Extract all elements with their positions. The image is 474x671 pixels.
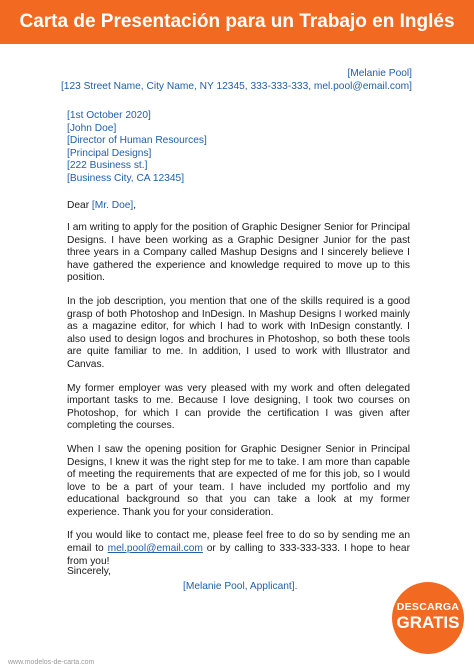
website-url: www.modelos-de-carta.com [8, 659, 95, 666]
recipient-title: [Director of Human Resources] [67, 135, 207, 146]
salutation-name: [Mr. Doe] [91, 200, 134, 211]
recipient-name: [John Doe] [67, 122, 117, 134]
signature: [Melanie Pool, Applicant]. [183, 581, 298, 592]
sender-address: [123 Street Name, City Name, NY 12345, 333-333-333, mel.pool@email.com] [60, 80, 412, 92]
recipient-block [67, 110, 207, 185]
recipient-city: [Business City, CA 12345] [67, 172, 185, 184]
closing: Sincerely, [67, 566, 111, 577]
email-link[interactable]: mel.pool@email.com [107, 543, 203, 555]
banner-title: Carta de Presentación para un Trabajo en Inglés [19, 11, 455, 32]
paragraph-skills: In the job description, you mention that one of the skills required is a good grasp of both Photoshop and InDesign. In Mashup Designs I worked mainly as a magazine editor, for which I had to work with InDesign constantly. I also used to design logos and brochures in Photoshop, so both these tools are quite familiar to me. In addition, I used to work with Illustrator and Canvas. [67, 295, 410, 370]
salutation-prefix: Dear [67, 200, 92, 211]
paragraph-motivation: When I saw the opening position for Graphic Designer Senior in Principal Designs, I knew it was the right step for me to take. I am more than capable of meeting the requirements that are expected of me for this job, so I would love to be a part of your team. I have included my portfolio and my educational background so that you can take a look at my former experience. Thank you for your consideration. [67, 443, 410, 518]
recipient-street: [222 Business st.] [67, 160, 148, 171]
contact-text-before: If you would like to contact me, please feel free to do so by sending me an email to [67, 530, 410, 555]
salutation [67, 200, 136, 213]
paragraph-employer: My former employer was very pleased with my work and often delegated important tasks to me. Because I love designing, I took two courses on Photoshop, for which I can provide the certification I was given after completing the courses. [67, 382, 410, 432]
salutation-suffix: , [133, 200, 137, 211]
sender-block [61, 68, 412, 93]
letter-body [67, 222, 410, 579]
download-free-badge[interactable] [392, 582, 464, 654]
page-banner [0, 0, 474, 44]
badge-line-2: GRATIS [396, 613, 460, 632]
paragraph-contact [67, 530, 410, 568]
recipient-company: [Principal Designs] [67, 147, 152, 159]
contact-text-after: or by calling to 333-333-333. I hope to hear from you! [67, 543, 410, 567]
letter-date: [1st October 2020] [67, 110, 151, 121]
badge-line-1: DESCARGA [396, 601, 460, 613]
letter-document [0, 44, 474, 671]
paragraph-intro: I am writing to apply for the position of Graphic Designer Senior for Principal Designs. I have been working as a Graphic Designer Junior for the past three years in a Company called Mashup Designs and I sincerely believe I have gathered the experience and knowledge required to move up to this position. [67, 222, 410, 284]
sender-name: [Melanie Pool] [347, 68, 412, 79]
